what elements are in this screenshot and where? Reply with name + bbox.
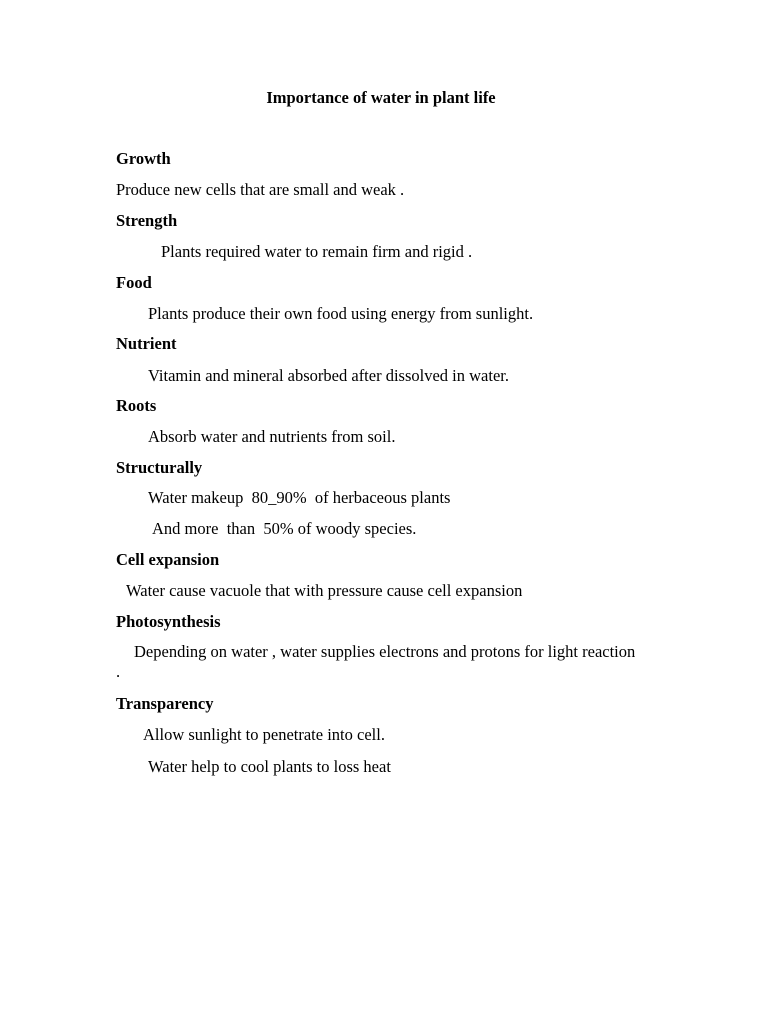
text-photosynthesis: Depending on water , water supplies electrons and protons for light reaction . [116, 642, 636, 681]
heading-transparency: Transparency [116, 694, 214, 713]
document-title: Importance of water in plant life [266, 88, 496, 107]
heading-food: Food [116, 273, 152, 292]
heading-growth: Growth [116, 149, 171, 168]
text-structurally-2: And more than 50% of woody species. [152, 519, 417, 538]
heading-cell-expansion: Cell expansion [116, 550, 220, 569]
text-strength: Plants required water to remain firm and rigid . [161, 242, 473, 261]
heading-photosynthesis: Photosynthesis [116, 612, 221, 631]
heading-roots: Roots [116, 396, 157, 415]
heading-structurally: Structurally [116, 458, 203, 477]
text-food: Plants produce their own food using energy from sunlight. [148, 304, 534, 323]
text-cell-expansion: Water cause vacuole that with pressure cause cell expansion [126, 581, 523, 600]
text-transparency-2: Water help to cool plants to loss heat [148, 757, 391, 776]
heading-nutrient: Nutrient [116, 334, 177, 353]
text-structurally-1: Water makeup 80_90% of herbaceous plants [148, 488, 451, 507]
text-roots: Absorb water and nutrients from soil. [148, 427, 396, 446]
text-growth: Produce new cells that are small and weak . [116, 180, 405, 199]
text-nutrient: Vitamin and mineral absorbed after dissolved in water. [148, 366, 509, 385]
heading-strength: Strength [116, 211, 178, 230]
text-transparency-1: Allow sunlight to penetrate into cell. [143, 725, 385, 744]
